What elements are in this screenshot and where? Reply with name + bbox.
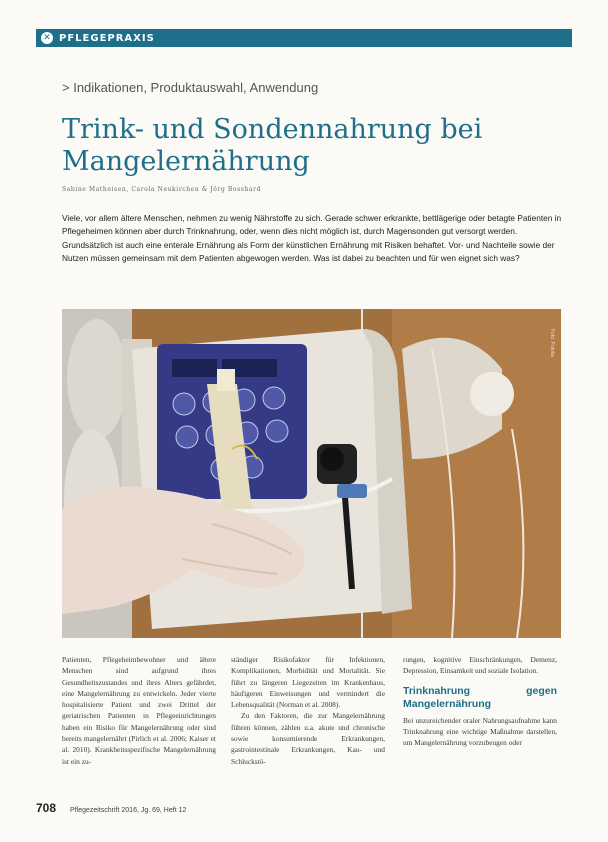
article-authors: Sabine Matheisen, Carola Neukirchen & Jörg Bosshard: [62, 186, 262, 193]
text-column-2: [231, 654, 385, 767]
paragraph: Zu den Faktoren, die zur Mangelernährung führen können, zählen u.a. akute und chronische sowie konsumierende Erkrankungen, gastrointestinale Erkrankungen, Kau- und Schluckstö-: [231, 711, 385, 766]
cross-circle-icon: ✕: [41, 32, 53, 44]
text-column-3: [403, 654, 557, 748]
photo-credit: Foto: Fotolia: [549, 329, 555, 357]
article-lead: Viele, vor allem ältere Menschen, nehmen zu wenig Nährstoffe zu sich. Gerade schwer erkrankte, bettlägerige oder betagte Patienten in Pflegeheimen können aber durch Trinknahrung, oder, wenn dies nicht möglich ist, durch Magensonden gut versorgt werden. Grundsätzlich ist auch eine enterale Ernährung als Form der künstlichen Ernährung mit Risiken behaftet. Vor- und Nachteile sowie der Nutzen müssen gemeinsam mit dem Patienten abgewogen werden. Was ist dabei zu beachten und für wen eignet sich was?: [62, 213, 562, 264]
page-number: 708: [36, 801, 57, 815]
section-heading: Trinknahrung gegen Mangelernährung: [403, 684, 557, 710]
article-photo: [62, 309, 561, 638]
paragraph: ständiger Risikofaktor für Infektionen, Komplikationen, Morbidität und Mortalität. Sie führt zu längeren Liegezeiten im Krankenhaus, häufigeren Einweisungen und vermindert die Lebensqualität (Norman et al. 2008).: [231, 655, 385, 710]
feeding-pump-illustration: [62, 309, 561, 638]
article-kicker: > Indikationen, Produktauswahl, Anwendung: [62, 80, 319, 95]
paragraph: Bei unzureichender oraler Nahrungsaufnahme kann Trinknahrung eine wichtige Maßnahme darstellen, um Mangelernährung vorzubeugen oder: [403, 715, 557, 748]
paragraph: rungen, kognitive Einschränkungen, Demenz, Depression, Einsamkeit und soziale Isolation.: [403, 655, 557, 676]
page-footer: [36, 801, 186, 815]
section-header: [36, 29, 572, 47]
text-column-1: [62, 654, 216, 767]
section-label: PFLEGEPRAXIS: [59, 32, 155, 44]
journal-citation: Pflegezeitschrift 2016, Jg. 69, Heft 12: [70, 807, 187, 814]
paragraph: Patienten, Pflegeheimbewohner und ältere Menschen sind aufgrund ihres Gesundheitszustandes und ihres Alters gefährdet, eine Mangelernährung zu entwickeln. Jeder vierte hospitalisierte Patient und zwei Drittel der geriatrischen Patienten in Pflegeeinrichtungen haben ein Risiko für Mangelernährung oder sind bereits mangelernährt (Pirlich et al. 2006; Kaiser et al. 2010). Krankheitsspezifische Mangelernährung ist ein zu-: [62, 655, 216, 766]
article-title: Trink- und Sondennahrung bei Mangelernährung: [62, 114, 483, 177]
